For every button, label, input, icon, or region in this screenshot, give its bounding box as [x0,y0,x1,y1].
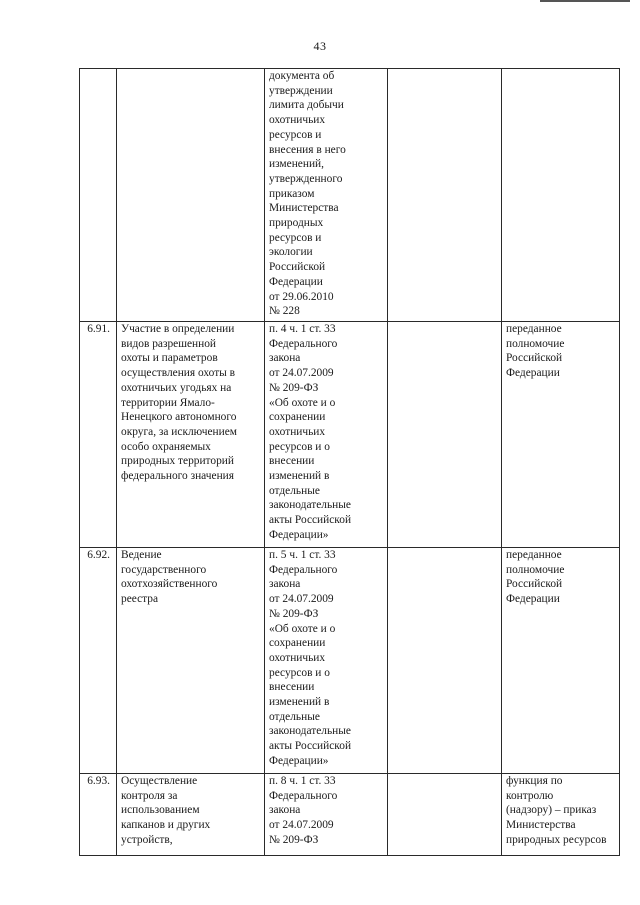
table-row [80,322,620,548]
row-number [80,69,117,322]
row-extra [388,548,502,774]
row-name: Осуществление контроля за использованием капканов и других устройств, [117,774,265,856]
page-number: 43 [313,39,327,53]
authority-table [79,68,620,856]
scan-edge-mark [540,0,630,2]
row-extra [388,322,502,548]
row-number: 6.92. [80,548,117,774]
row-note [502,69,620,322]
row-note: переданное полномочие Российской Федерации [502,548,620,774]
row-extra [388,69,502,322]
row-legal-basis: документа об утверждении лимита добычи охотничьих ресурсов и внесения в него изменений, утвержденного приказом Министерства природных ресурсов и экологии Российской Федерации от 29.06.2010 № 228 [265,69,388,322]
row-name: Ведение государственного охотхозяйственного реестра [117,548,265,774]
row-legal-basis: п. 8 ч. 1 ст. 33 Федерального закона от 24.07.2009 № 209-ФЗ [265,774,388,856]
row-legal-basis: п. 4 ч. 1 ст. 33 Федерального закона от 24.07.2009 № 209-ФЗ «Об охоте и о сохранении охотничьих ресурсов и о внесении изменений в отдельные законодательные акты Российской Федерации» [265,322,388,548]
table-row [80,69,620,322]
row-name [117,69,265,322]
table-row [80,774,620,856]
row-note: функция по контролю (надзору) – приказ Министерства природных ресурсов [502,774,620,856]
row-number: 6.93. [80,774,117,856]
table-row [80,548,620,774]
row-name: Участие в определении видов разрешенной охоты и параметров осуществления охоты в охотничьих угодьях на территории Ямало- Ненецкого автономного округа, за исключением особо охраняемых природных территорий федерального значения [117,322,265,548]
row-extra [388,774,502,856]
row-note: переданное полномочие Российской Федерации [502,322,620,548]
row-number: 6.91. [80,322,117,548]
row-legal-basis: п. 5 ч. 1 ст. 33 Федерального закона от 24.07.2009 № 209-ФЗ «Об охоте и о сохранении охотничьих ресурсов и о внесении изменений в отдельные законодательные акты Российской Федерации» [265,548,388,774]
